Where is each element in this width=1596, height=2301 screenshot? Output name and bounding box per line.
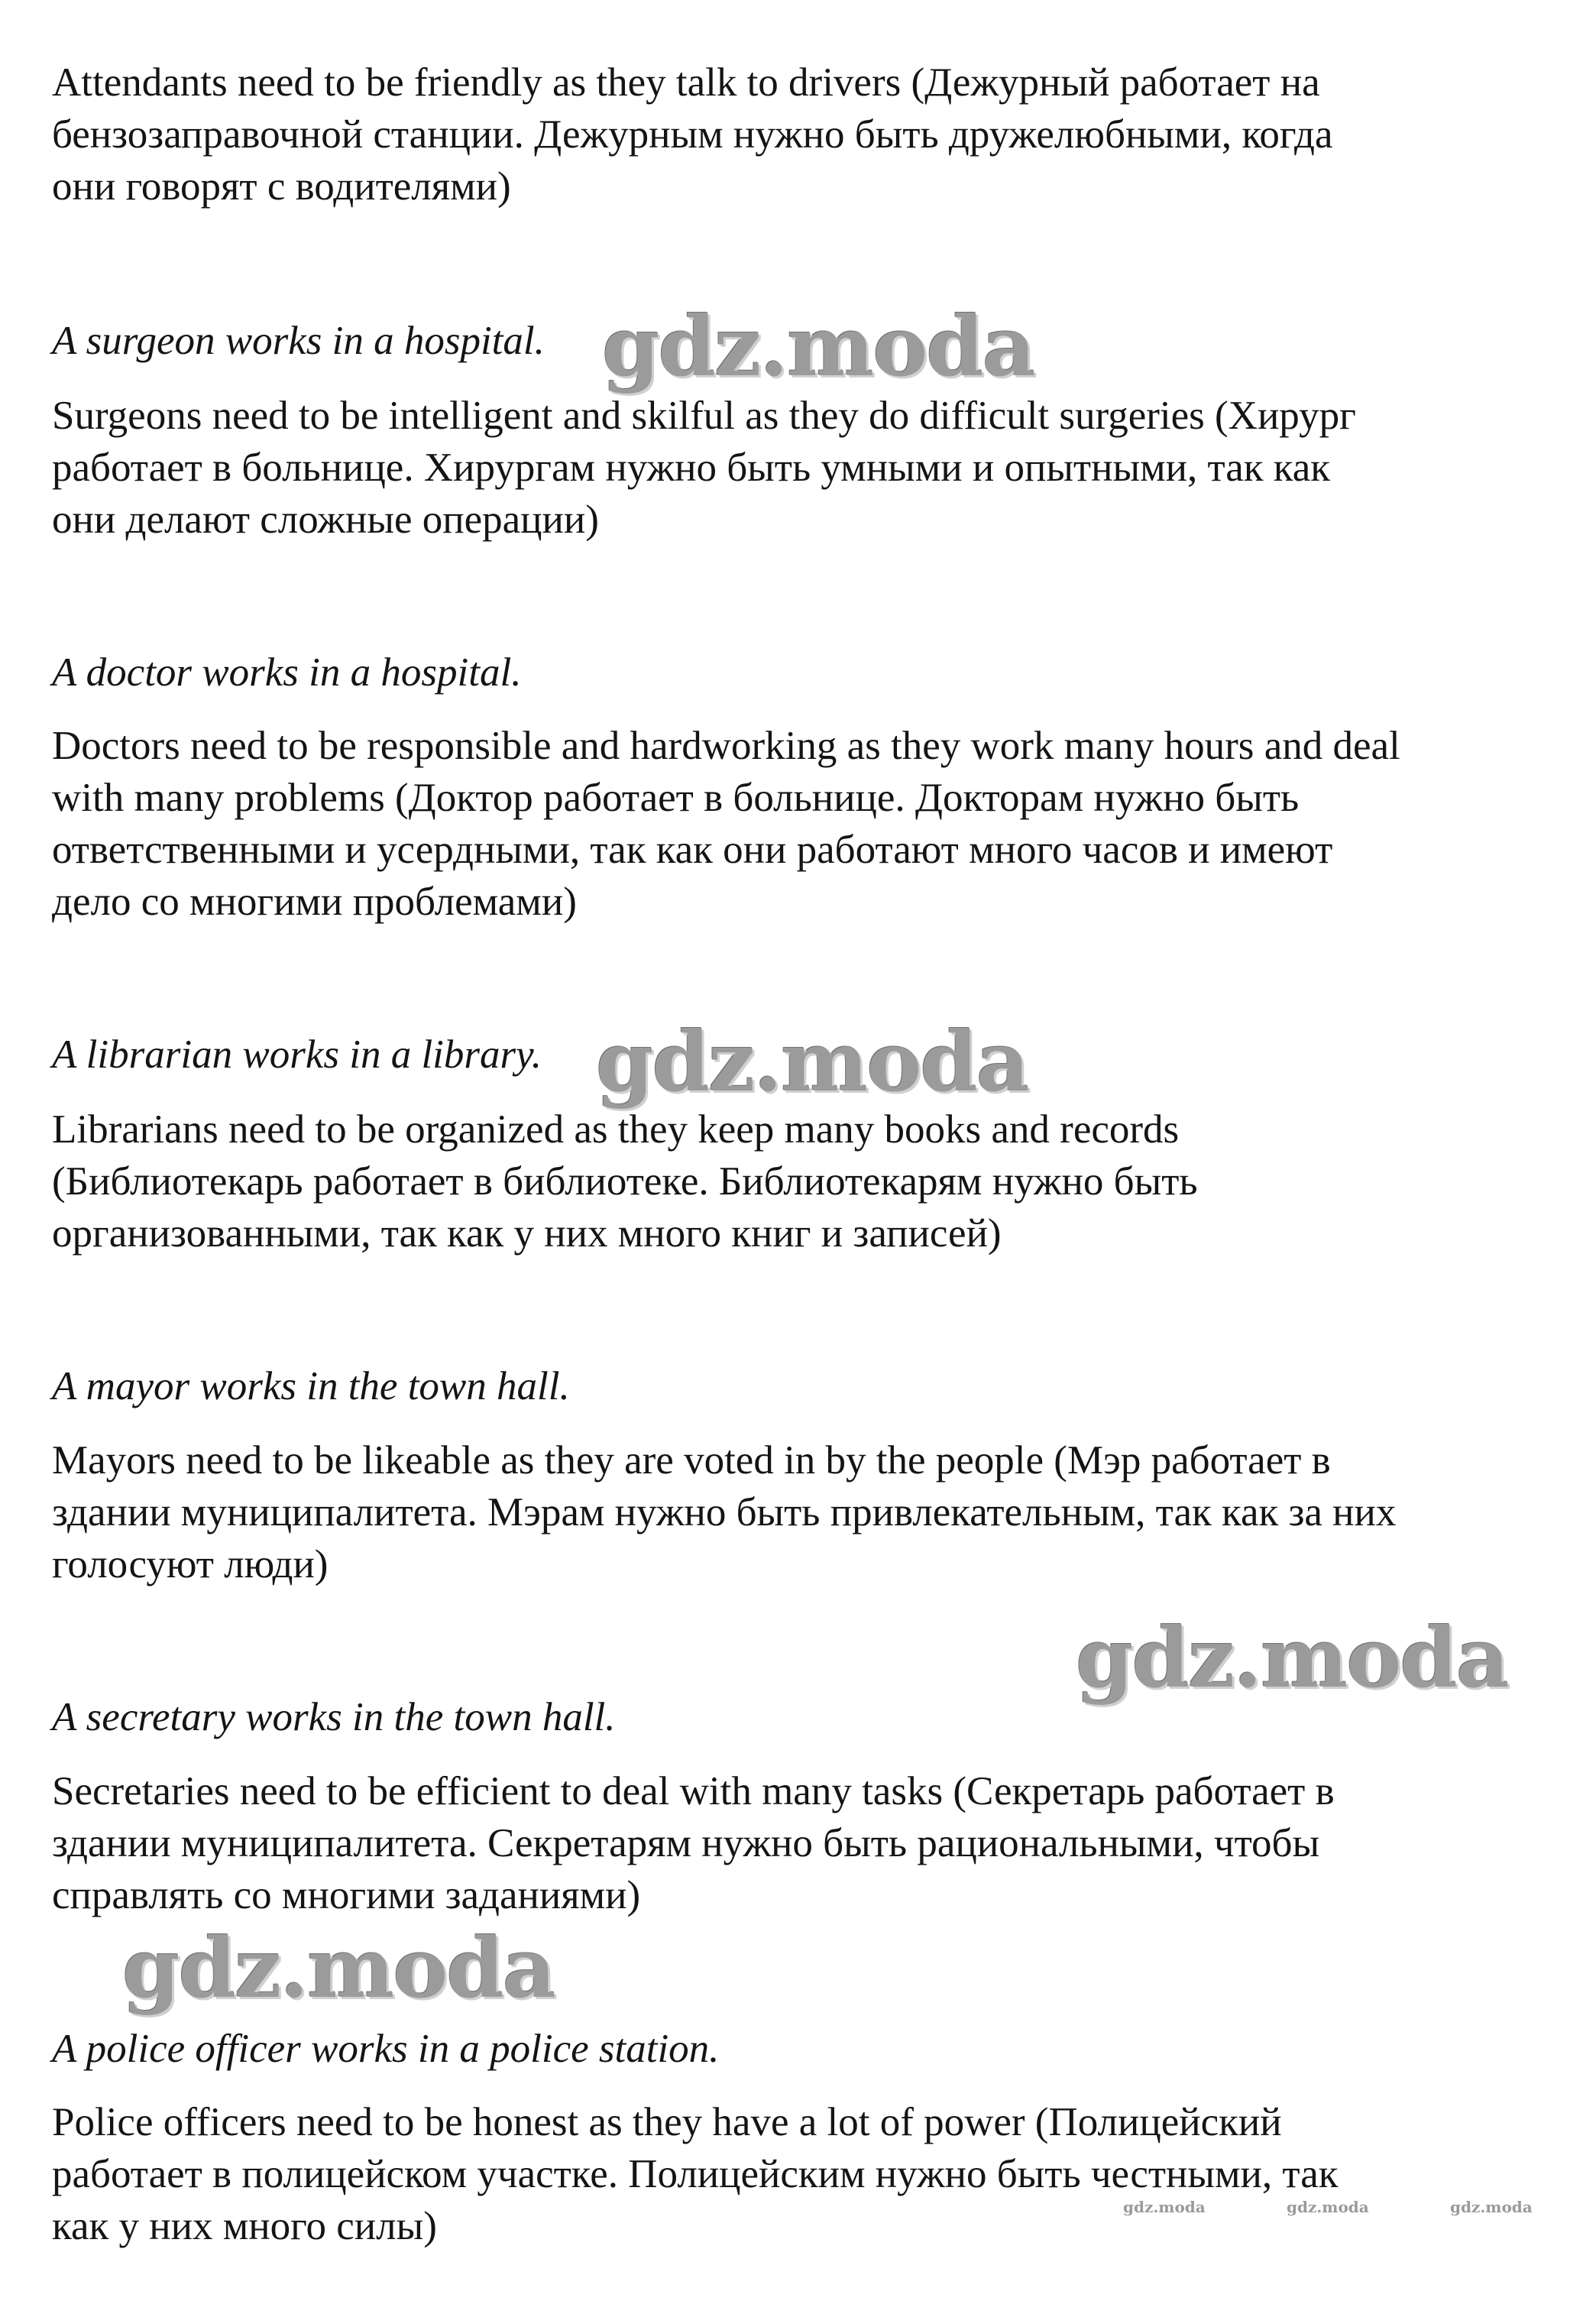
paragraph-surgeon-body: Surgeons need to be intelligent and skilful as they do difficult surgeries (Хирург работает в больнице. Хирургам нужно быть умными и опытными, так как они делают сложные операции) xyxy=(52,394,1356,542)
watermark-logo: gdz.moda xyxy=(602,299,1034,395)
heading-secretary: A secretary works in the town hall. xyxy=(52,1695,616,1739)
heading-surgeon: A surgeon works in a hospital. xyxy=(52,319,545,363)
watermark-small: gdz.moda xyxy=(1450,2198,1533,2216)
watermark-small: gdz.moda xyxy=(1123,2198,1206,2216)
heading-librarian: A librarian works in a library. xyxy=(52,1032,542,1077)
paragraph-police-officer-body: Police officers need to be honest as they have a lot of power (Полицейский работает в полицейском участке. Полицейским нужно быть честными, так как у них много силы) xyxy=(52,2100,1339,2248)
paragraph-attendant-body: Attendants need to be friendly as they talk to drivers (Дежурный работает на бензозаправочной станции. Дежурным нужно быть дружелюбными, когда они говорят с водителями) xyxy=(52,60,1333,209)
paragraph-librarian-body: Librarians need to be organized as they keep many books and records (Библиотекарь работает в библиотеке. Библиотекарям нужно быть организованными, так как у них много книг и записей) xyxy=(52,1107,1198,1256)
watermark-logo: gdz.moda xyxy=(1076,1610,1508,1706)
paragraph-secretary-body: Secretaries need to be efficient to deal with many tasks (Секретарь работает в здании муниципалитета. Секретарям нужно быть рациональными, чтобы справлять со многими заданиями) xyxy=(52,1769,1335,1917)
paragraph-mayor-body: Mayors need to be likeable as they are voted in by the people (Мэр работает в здании муниципалитета. Мэрам нужно быть привлекательным, так как за них голосуют люди) xyxy=(52,1438,1397,1586)
watermark-logo: gdz.moda xyxy=(596,1014,1028,1110)
heading-police-officer: A police officer works in a police station. xyxy=(52,2027,720,2071)
watermark-small: gdz.moda xyxy=(1287,2198,1369,2216)
paragraph-doctor-body: Doctors need to be responsible and hardworking as they work many hours and deal with many problems (Доктор работает в больнице. Докторам нужно быть ответственными и усердными, так как они работают много часов и имеют дело со многими проблемами) xyxy=(52,724,1400,924)
heading-doctor: A doctor works in a hospital. xyxy=(52,650,522,695)
heading-mayor: A mayor works in the town hall. xyxy=(52,1364,570,1408)
watermark-logo: gdz.moda xyxy=(122,1920,555,2017)
